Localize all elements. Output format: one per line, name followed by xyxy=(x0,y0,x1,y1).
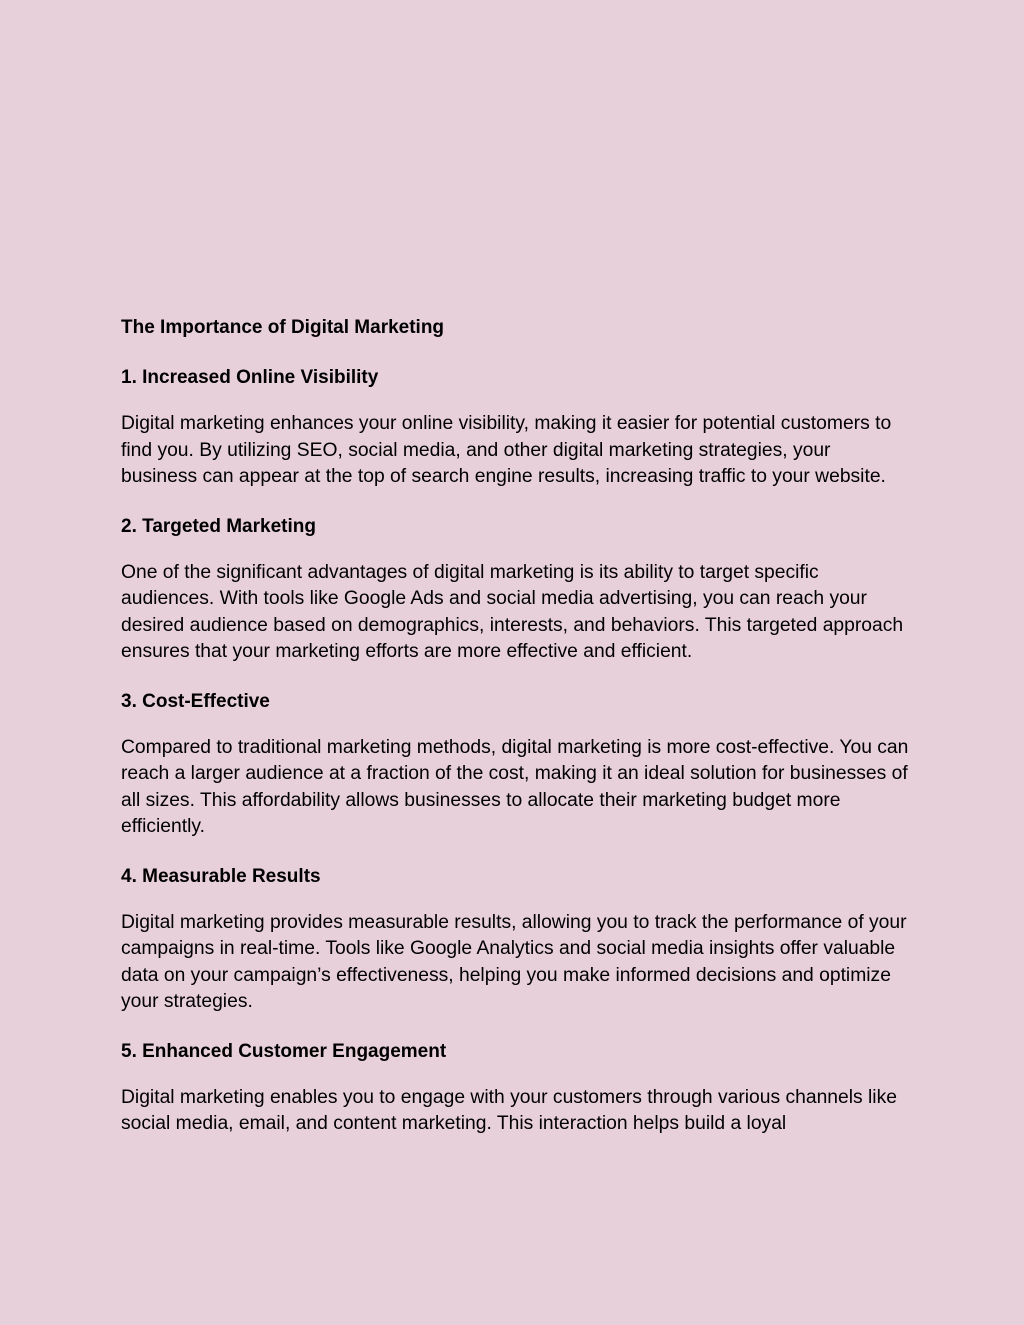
section-body: Compared to traditional marketing methods, digital marketing is more cost-effective. You can reach a larger audience at a fraction of the cost, making it an ideal solution for businesses of all sizes. This affordability allows businesses to allocate their marketing budget more efficiently. xyxy=(121,736,909,837)
section-5 xyxy=(121,1039,911,1138)
section-heading: 1. Increased Online Visibility xyxy=(121,367,379,388)
section-3 xyxy=(121,689,911,841)
document-title: The Importance of Digital Marketing xyxy=(121,317,445,338)
section-1 xyxy=(121,365,911,491)
section-body: Digital marketing enhances your online visibility, making it easier for potential customers to find you. By utilizing SEO, social media, and other digital marketing strategies, your business can appear at the top of search engine results, increasing traffic to your website. xyxy=(121,413,892,487)
document-page xyxy=(121,315,911,1161)
section-body: Digital marketing enables you to engage with your customers through various channels like social media, email, and content marketing. This interaction helps build a loyal xyxy=(121,1086,897,1134)
section-heading: 5. Enhanced Customer Engagement xyxy=(121,1040,447,1062)
section-heading: 4. Measurable Results xyxy=(121,865,321,887)
section-4 xyxy=(121,864,911,1016)
section-heading: 2. Targeted Marketing xyxy=(121,515,316,537)
section-2 xyxy=(121,514,911,666)
section-heading: 3. Cost-Effective xyxy=(121,690,270,712)
section-body: One of the significant advantages of digital marketing is its ability to target specific audiences. With tools like Google Ads and social media advertising, you can reach your desired audience based on demographics, interests, and behaviors. This targeted approach ensures that your marketing efforts are more effective and efficient. xyxy=(121,561,904,662)
section-body: Digital marketing provides measurable results, allowing you to track the performance of your campaigns in real-time. Tools like Google Analytics and social media insights offer valuable data on your campaign’s effectiveness, helping you make informed decisions and optimize your strategies. xyxy=(121,911,907,1012)
